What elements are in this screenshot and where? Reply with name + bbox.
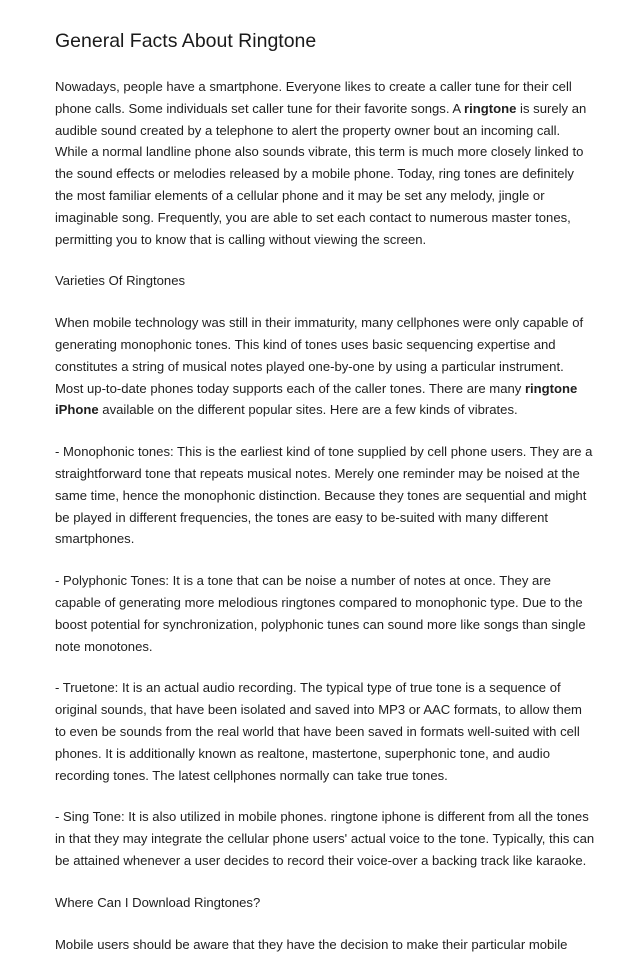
- intro-text-2: is surely an audible sound created by a telephone to alert the property owner bout an incoming call. While a normal landline phone also sounds vibrate, this term is much more closely linked to the sound effects or melodies released by a mobile phone. Today, ring tones are definitely the most familiar elements of a cellular phone and it may be set any melody, jingle or imaginable song. Frequently, you are able to set each contact to numerous master tones, permitting you to know that is calling without viewing the screen.: [55, 100, 587, 247]
- singtone-paragraph: - Sing Tone: It is also utilized in mobile phones. ringtone iphone is different from all the tones in that they may integrate the cellular phone users' actual voice to the tone. Typically, this can be attained whenever a user decides to record their voice-over a backing track like karaoke.: [55, 809, 595, 868]
- varieties-paragraph: [55, 312, 595, 421]
- intro-text-1: Nowadays, people have a smartphone. Everyone likes to create a caller tune for their cell phone calls. Some individuals set caller tune for their favorite songs. A: [55, 79, 572, 116]
- heading-varieties: Varieties Of Ringtones: [55, 273, 186, 289]
- truetone-paragraph: - Truetone: It is an actual audio recording. The typical type of true tone is a sequence of original sounds, that have been isolated and saved into MP3 or AAC formats, to allow them to even be sounds from the real world that have been saved in formats well-suited with cell phones. It is additionally known as realtone, mastertone, superphonic tone, and audio recording tones. The latest cellphones normally can take true tones.: [55, 680, 582, 783]
- polyphonic-paragraph: - Polyphonic Tones: It is a tone that can be noise a number of notes at once. They are capable of generating more melodious ringtones compared to monophonic type. Due to the boost potential for synchronization, polyphonic tunes can sound more like songs than single note monotones.: [55, 573, 586, 654]
- page-title: General Facts About Ringtone: [55, 30, 317, 52]
- document-page: [55, 28, 595, 975]
- varieties-text-2: available on the different popular sites. Here are a few kinds of vibrates.: [98, 402, 518, 418]
- varieties-text-1: When mobile technology was still in their immaturity, many cellphones were only capable of generating monophonic tones. This kind of tones uses basic sequencing expertise and constitutes a string of musical notes played one-by-one by using a particular instrument. Most up-to-date phones today supports each of the caller tones. There are many: [55, 315, 584, 396]
- intro-paragraph: [55, 76, 595, 250]
- ringtone-bold: ringtone: [464, 100, 517, 116]
- download-paragraph: Mobile users should be aware that they have the decision to make their particular mobile: [55, 936, 568, 952]
- monophonic-paragraph: - Monophonic tones: This is the earliest kind of tone supplied by cell phone users. They are a straightforward tone that repeats musical notes. Merely one reminder may be noised at the same time, hence the monophonic distinction. Because they tones are sequential and might be played in different frequencies, the tones are easy to be-suited with many different smartphones.: [55, 444, 593, 547]
- ringtone-iphone-bold: ringtone iPhone: [55, 380, 578, 418]
- heading-download: Where Can I Download Ringtones?: [55, 894, 261, 910]
